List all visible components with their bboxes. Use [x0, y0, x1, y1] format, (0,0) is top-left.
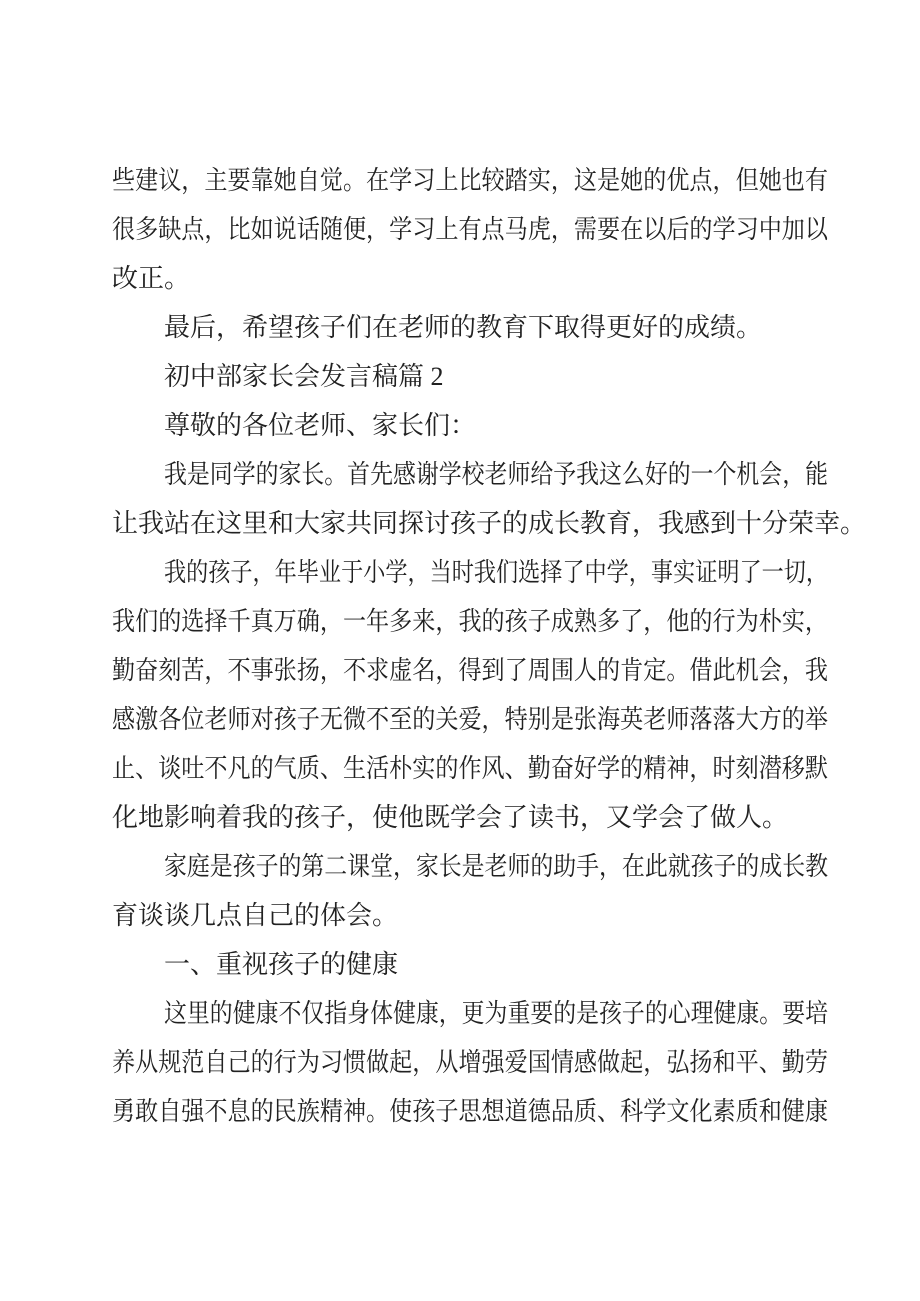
text-line-content: 让我站在这里和大家共同探讨孩子的成长教育，我感到十分荣幸。	[112, 509, 867, 538]
text-line-content: 家庭是孩子的第二课堂，家长是老师的助手，在此就孩子的成长教	[164, 852, 828, 881]
text-line-content: 很多缺点，比如说话随便，学习上有点马虎，需要在以后的学习中加以	[112, 215, 828, 244]
text-line	[112, 254, 828, 303]
text-line-content: 勤奋刻苦，不事张扬，不求虚名，得到了周围人的肯定。借此机会，我	[112, 656, 828, 685]
text-line	[112, 450, 828, 499]
text-line-content: 些建议，主要靠她自觉。在学习上比较踏实，这是她的优点，但她也有	[112, 166, 828, 195]
text-line	[112, 499, 867, 548]
text-line	[112, 303, 828, 352]
text-line-content: 这里的健康不仅指身体健康，更为重要的是孩子的心理健康。要培	[164, 999, 828, 1028]
text-line	[112, 940, 828, 989]
text-line	[112, 891, 828, 940]
text-line	[112, 1087, 828, 1136]
text-line-content: 化地影响着我的孩子，使他既学会了读书，又学会了做人。	[112, 803, 789, 832]
text-line-content: 育谈谈几点自己的体会。	[112, 901, 399, 930]
text-line	[112, 205, 828, 254]
text-line-content: 初中部家长会发言稿篇 2	[164, 362, 444, 391]
text-line	[112, 744, 828, 793]
text-line-content: 养从规范自己的行为习惯做起，从增强爱国情感做起，弘扬和平、勤劳	[112, 1048, 828, 1077]
text-line	[112, 352, 828, 401]
text-line-content: 我的孩子，年毕业于小学，当时我们选择了中学，事实证明了一切，	[164, 558, 828, 587]
text-line	[112, 842, 828, 891]
text-line	[112, 1038, 828, 1087]
text-line-content: 我们的选择千真万确，一年多来，我的孩子成熟多了，他的行为朴实，	[112, 607, 828, 636]
text-line-content: 感激各位老师对孩子无微不至的关爱，特别是张海英老师落落大方的举	[112, 705, 828, 734]
text-line	[112, 793, 828, 842]
text-line-content: 尊敬的各位老师、家长们：	[164, 411, 477, 440]
text-line	[112, 156, 828, 205]
text-line-content: 最后，希望孩子们在老师的教育下取得更好的成绩。	[164, 313, 763, 342]
text-line	[112, 989, 828, 1038]
text-line-content: 止、谈吐不凡的气质、生活朴实的作风、勤奋好学的精神，时刻潜移默	[112, 754, 828, 783]
text-line-content: 我是同学的家长。首先感谢学校老师给予我这么好的一个机会，能	[164, 460, 828, 489]
text-line	[112, 695, 828, 744]
text-line-content: 改正。	[112, 264, 191, 293]
document-text-block	[112, 156, 867, 1136]
text-line	[112, 597, 828, 646]
text-line	[112, 646, 828, 695]
text-line-content: 勇敢自强不息的民族精神。使孩子思想道德品质、科学文化素质和健康	[112, 1097, 828, 1126]
text-line-content: 一、重视孩子的健康	[164, 950, 399, 979]
text-line	[112, 401, 828, 450]
text-line	[112, 548, 828, 597]
